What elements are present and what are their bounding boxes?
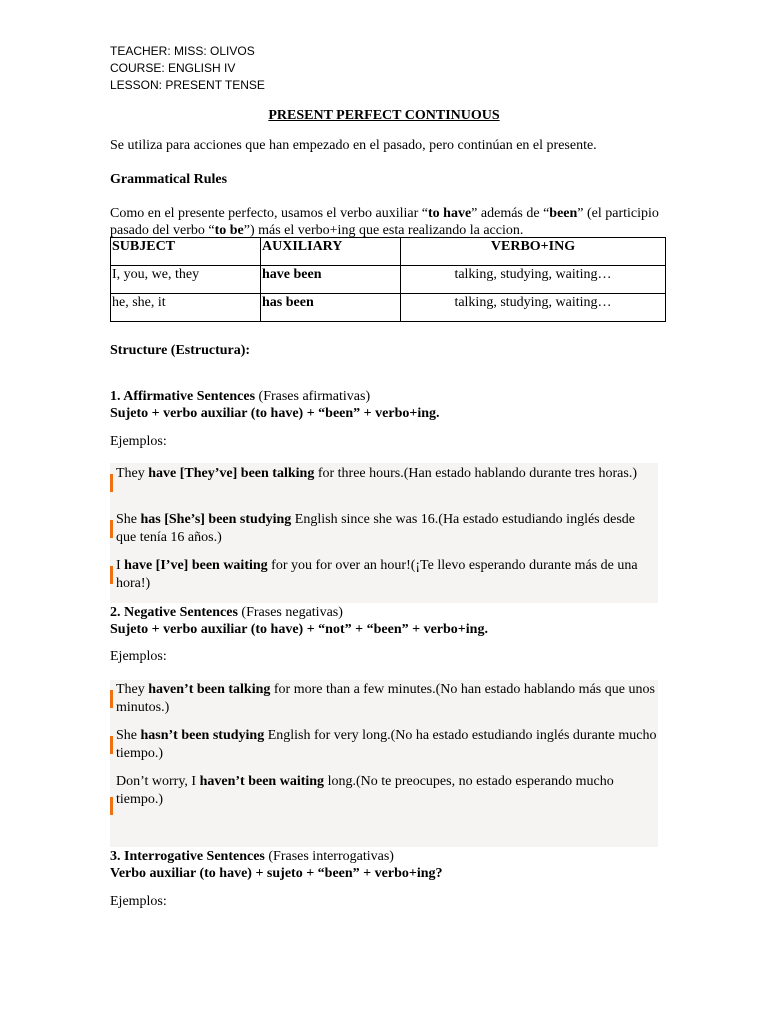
lesson-line: LESSON: PRESENT TENSE — [110, 78, 265, 92]
example-verb: haven’t been waiting — [199, 774, 325, 789]
marker-bar — [110, 797, 113, 815]
rules-text-to-be: to be — [214, 223, 244, 238]
example-verb: haven’t been talking — [148, 682, 271, 697]
example-text: English for very long.(No ha estado estudiando inglés durante mucho tiempo.) — [116, 728, 657, 761]
example-text: Don’t worry, I — [116, 774, 200, 789]
marker-bar — [110, 520, 113, 538]
example-sentence — [116, 557, 658, 593]
table-header-row — [111, 238, 666, 266]
affirmative-examples-label: Ejemplos: — [110, 434, 167, 449]
table-row — [111, 266, 666, 294]
document-header — [110, 43, 265, 94]
table-header-verbo-ing: VERBO+ING — [401, 238, 666, 266]
example-text: They — [116, 466, 149, 481]
example-text: for you for over an hour!(¡Te llevo esperando durante más de una hora!) — [116, 558, 638, 591]
grammar-table — [110, 237, 666, 322]
rules-text-1: Como en el presente perfecto, usamos el verbo auxiliar “ — [110, 206, 428, 221]
negative-formula: Sujeto + verbo auxiliar (to have) + “not” + “been” + verbo+ing. — [110, 622, 488, 637]
rules-text-4: ”) más el verbo+ing que esta realizando la accion. — [243, 223, 524, 238]
table-cell-auxiliary: have been — [261, 266, 401, 294]
example-text: for three hours.(Han estado hablando durante tres horas.) — [314, 466, 637, 481]
marker-bar — [110, 736, 113, 754]
negative-subtitle: (Frases negativas) — [237, 605, 343, 620]
intro-paragraph: Se utiliza para acciones que han empezado en el pasado, pero continúan en el presente. — [110, 138, 597, 153]
affirmative-heading — [110, 388, 370, 405]
page-title: PRESENT PERFECT CONTINUOUS — [268, 108, 500, 123]
rules-text-2: ” además de “ — [471, 206, 550, 221]
interrogative-heading — [110, 848, 394, 865]
table-row — [111, 294, 666, 322]
affirmative-subtitle: (Frases afirmativas) — [255, 389, 371, 404]
course-line: COURSE: ENGLISH IV — [110, 61, 236, 75]
table-header-auxiliary: AUXILIARY — [261, 238, 401, 266]
example-sentence — [116, 465, 658, 483]
example-sentence — [116, 681, 658, 717]
example-verb: have [They’ve] been talking — [148, 466, 315, 481]
negative-examples-label: Ejemplos: — [110, 649, 167, 664]
interrogative-formula: Verbo auxiliar (to have) + sujeto + “been” + verbo+ing? — [110, 866, 443, 881]
example-text: She — [116, 728, 141, 743]
interrogative-subtitle: (Frases interrogativas) — [264, 849, 394, 864]
rules-heading: Grammatical Rules — [110, 172, 228, 187]
rules-paragraph — [110, 205, 666, 239]
table-cell-subject: he, she, it — [111, 294, 261, 322]
example-sentence — [116, 773, 658, 809]
example-text: long.(No te preocupes, no estado esperando mucho tiempo.) — [116, 774, 614, 807]
marker-bar — [110, 474, 113, 492]
interrogative-title: 3. Interrogative Sentences — [110, 849, 265, 864]
negative-heading — [110, 604, 343, 621]
affirmative-title: 1. Affirmative Sentences — [110, 389, 256, 404]
example-text: for more than a few minutes.(No han estado hablando más que unos minutos.) — [116, 682, 655, 715]
example-verb: has [She’s] been studying — [140, 512, 292, 527]
table-cell-subject: I, you, we, they — [111, 266, 261, 294]
teacher-line: TEACHER: MISS: OLIVOS — [110, 44, 255, 58]
marker-bar — [110, 690, 113, 708]
rules-text-been: been — [549, 206, 578, 221]
example-verb: have [I’ve] been waiting — [124, 558, 268, 573]
rules-text-to-have: to have — [428, 206, 472, 221]
marker-bar — [110, 566, 113, 584]
table-cell-verbo-ing: talking, studying, waiting… — [401, 266, 666, 294]
table-header-subject: SUBJECT — [111, 238, 261, 266]
example-text: She — [116, 512, 141, 527]
negative-title: 2. Negative Sentences — [110, 605, 238, 620]
table-cell-auxiliary: has been — [261, 294, 401, 322]
example-verb: hasn’t been studying — [140, 728, 265, 743]
example-text: I — [116, 558, 125, 573]
example-sentence — [116, 511, 658, 547]
example-text: They — [116, 682, 149, 697]
rules-text-3: ” (el participio pasado del verbo “ — [110, 206, 659, 238]
structure-heading: Structure (Estructura): — [110, 343, 251, 358]
interrogative-examples-label: Ejemplos: — [110, 894, 167, 909]
table-cell-verbo-ing: talking, studying, waiting… — [401, 294, 666, 322]
example-sentence — [116, 727, 658, 763]
affirmative-formula: Sujeto + verbo auxiliar (to have) + “been” + verbo+ing. — [110, 406, 440, 421]
example-text: English since she was 16.(Ha estado estudiando inglés desde que tenía 16 años.) — [116, 512, 636, 545]
